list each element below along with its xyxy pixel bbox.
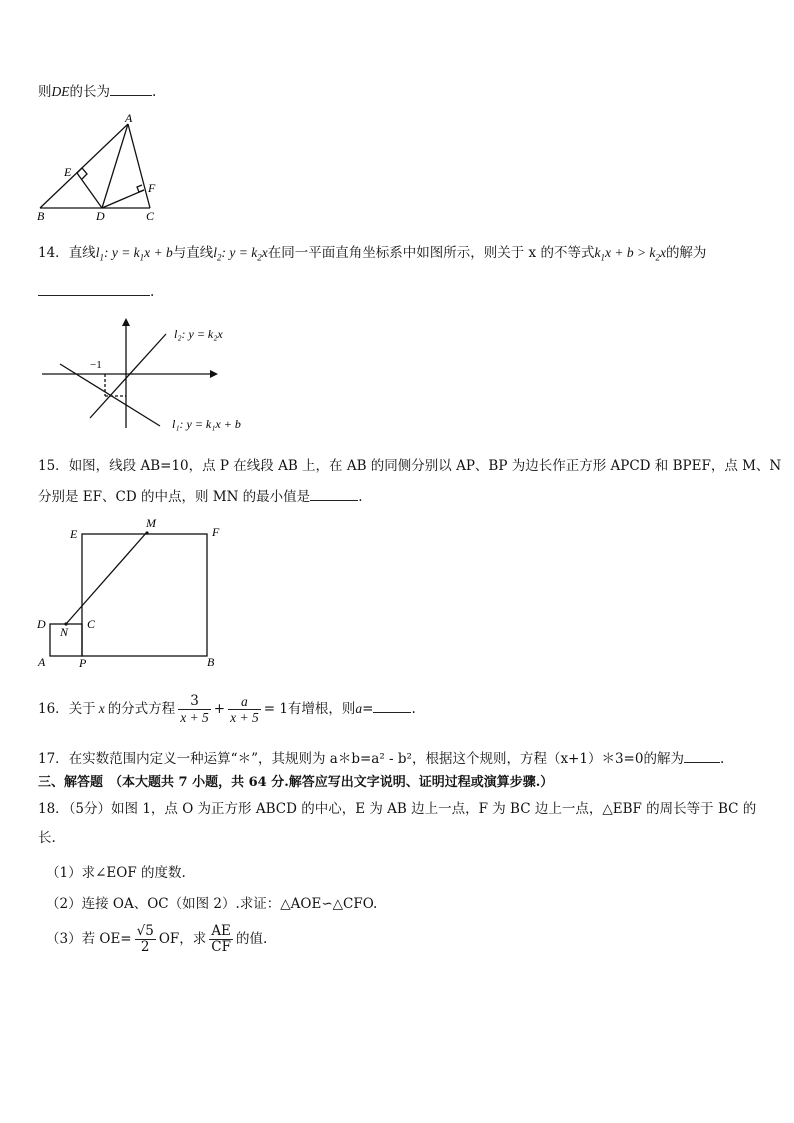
q14-l2: l [213, 245, 218, 260]
fig13-label-e: E [64, 165, 72, 179]
q18-number: 18． [38, 801, 69, 817]
q18-part1 [46, 864, 186, 882]
q14-ineq-b: x + b > k [604, 245, 656, 260]
q16-rhs: = 1有增根，则 [263, 701, 356, 717]
q14-number: 14． [38, 245, 69, 261]
q18-line2 [38, 829, 56, 847]
section3-note: （本大题共 7 小题，共 64 分.解答应写出文字说明、证明过程或演算步骤.） [109, 775, 554, 790]
q13-text-before: 则 [38, 84, 52, 100]
q14-line1 [38, 244, 706, 267]
q18-text2: 长. [38, 830, 56, 846]
q16-eq: = [362, 701, 374, 717]
q16-frac2-num: a [228, 694, 261, 710]
q18-ratio-num: AE [209, 924, 233, 940]
figure-q14-graph [38, 314, 278, 438]
q15-line2 [38, 487, 362, 506]
q14-ineq-a: k [594, 245, 601, 260]
figure-q15-squares [32, 514, 232, 672]
fig15-label-e: E [70, 527, 78, 541]
q18-line1 [38, 800, 756, 818]
q14-end: . [150, 284, 155, 300]
fig15-label-a: A [38, 655, 46, 669]
q16-end: . [411, 701, 416, 717]
fig14-y-arrow [122, 318, 130, 326]
q13-answer-blank[interactable] [110, 82, 152, 96]
fig14-label-l2: l₂: y = k₂x [174, 327, 223, 341]
q14-answer-blank[interactable] [38, 282, 150, 296]
fig15-label-p: P [79, 656, 87, 670]
q18-text1: （5分）如图 1，点 O 为正方形 ABCD 的中心，E 为 AB 边上一点，F 为 BC 边上一点，△EBF 的周长等于 BC 的 [68, 801, 757, 817]
fig15-label-m: M [146, 516, 156, 530]
q18-part3-mid: OF，求 [158, 931, 207, 947]
q16-p1: 关于 [68, 701, 96, 717]
q18-part3 [46, 922, 267, 956]
q14-p3: 在同一平面直角坐标系中如图所示，则关于 x 的不等式 [267, 245, 595, 261]
fig15-label-b: B [207, 655, 215, 669]
q16-plus: + [213, 701, 226, 717]
fig13-label-a: A [125, 112, 133, 125]
q18-part2-text: （2）连接 OA、OC（如图 2）.求证：△AOE∽△CFO. [46, 896, 378, 912]
q16-line [38, 692, 416, 726]
q15-number: 15． [38, 458, 69, 474]
q14-p1: 直线 [68, 245, 96, 261]
q17-end: . [719, 751, 725, 767]
q16-answer-blank[interactable] [373, 699, 411, 713]
fig15-label-d: D [37, 617, 46, 631]
figure-q13-triangle [30, 112, 170, 224]
fig14-label-l1: l₁: y = k₁x + b [172, 417, 241, 431]
q14-ineq-b-sub: 2 [655, 252, 660, 263]
q14-eq2: : y = k [221, 245, 258, 260]
fig13-label-f: F [148, 181, 156, 195]
fig13-label-b: B [37, 209, 45, 223]
q16-fraction-1 [178, 694, 211, 725]
q15-answer-blank[interactable] [310, 487, 358, 501]
q18-part1-text: （1）求∠EOF 的度数. [46, 865, 186, 881]
q14-eq2-tail: x [261, 245, 268, 260]
q15-text2: 分别是 EF、CD 的中点，则 MN 的最小值是 [38, 489, 311, 505]
q14-p4: 的解为 [665, 245, 707, 261]
q16-number: 16． [38, 701, 69, 717]
q14-l2-sub: 2 [217, 252, 222, 263]
q18-fraction-ratio [209, 924, 233, 955]
q14-p2: 与直线 [172, 245, 214, 261]
q16-frac1-den: x + 5 [180, 710, 209, 725]
q13-end: . [152, 84, 157, 100]
q13-var: DE [51, 84, 70, 99]
q16-var: x [98, 701, 105, 716]
q18-part2 [46, 895, 377, 913]
q17-answer-blank[interactable] [684, 749, 720, 763]
q14-ineq-a-sub: 1 [600, 252, 605, 263]
q14-ineq-c: x [659, 245, 666, 260]
q16-frac2-den: x + 5 [230, 710, 259, 725]
q13-answer-line [38, 82, 156, 101]
q15-text1: 如图，线段 AB=10，点 P 在线段 AB 上，在 AB 的同侧分别以 AP、BP 为边长作正方形 APCD 和 BPEF，点 M、N [68, 458, 782, 474]
q17-line [38, 749, 724, 768]
q16-p2: 的分式方程 [107, 701, 176, 717]
section3-header [38, 774, 553, 792]
q14-k1-sub: 1 [139, 252, 145, 263]
q13-text-after: 的长为 [69, 84, 110, 100]
q18-ratio-den: CF [211, 939, 231, 955]
q14-eq1-tail: x + b [144, 245, 173, 260]
q18-part3-pre: （3）若 OE= [46, 931, 132, 947]
q16-frac1-num: 3 [178, 694, 211, 710]
q14-eq1: : y = k [103, 245, 140, 260]
fig15-square-bpef [82, 534, 207, 656]
q15-end: . [358, 489, 363, 505]
q15-line1 [38, 457, 781, 475]
fig14-line-l1 [60, 364, 160, 426]
q17-text: 在实数范围内定义一种运算“＊”，其规则为 a＊b=a² - b²，根据这个规则，方程（x+1）＊3=0的解为 [68, 751, 684, 767]
fig13-label-c: C [146, 209, 155, 223]
q18-sqrt-den: 2 [140, 939, 150, 955]
fig14-x-arrow [210, 370, 218, 378]
q18-sqrt-num: √5 [136, 923, 154, 939]
q14-line2 [38, 282, 154, 301]
q17-number: 17． [38, 751, 69, 767]
fig15-label-f: F [212, 525, 220, 539]
q16-fraction-2 [228, 694, 261, 725]
fig15-label-c: C [87, 617, 96, 631]
q14-l1-sub: 1 [99, 252, 104, 263]
fig15-segment-mn [66, 532, 147, 624]
fig15-label-n: N [60, 625, 69, 639]
q18-fraction-sqrt [135, 924, 156, 955]
section3-title: 三、解答题 [38, 775, 104, 790]
q14-l1: l [95, 245, 100, 260]
fig13-label-d: D [96, 209, 105, 223]
fig14-neg-one: −1 [90, 359, 102, 371]
q18-part3-end: 的值. [235, 931, 268, 947]
q16-avar: a [355, 701, 363, 716]
q14-k2-sub: 2 [257, 252, 262, 263]
